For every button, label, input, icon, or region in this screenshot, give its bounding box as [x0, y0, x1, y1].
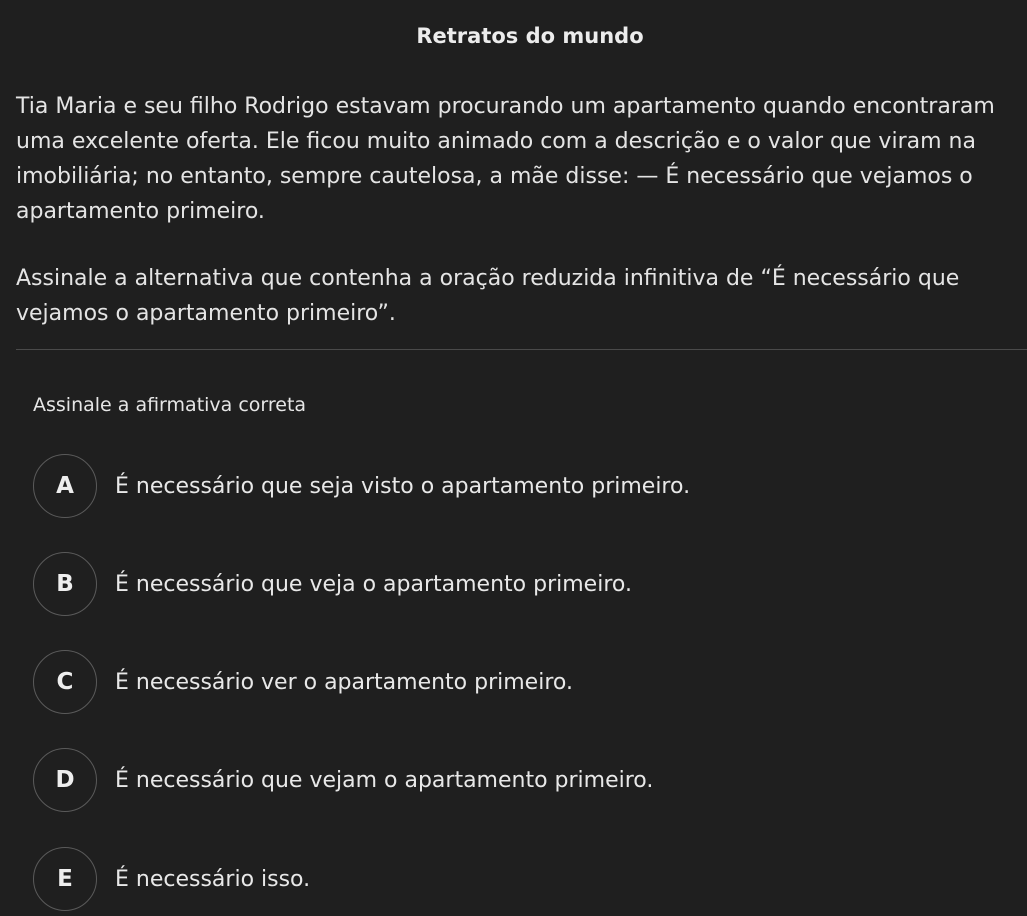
option-a[interactable] [33, 454, 690, 518]
passage-paragraph-2: Assinale a alternativa que contenha a oração reduzida infinitiva de “É necessário que vejamos o apartamento primeiro”. [16, 266, 960, 326]
question-title: Retratos do mundo [416, 24, 644, 48]
option-text[interactable]: É necessário isso. [115, 866, 311, 892]
option-text[interactable]: É necessário que seja visto o apartamento primeiro. [115, 473, 691, 499]
option-text[interactable]: É necessário ver o apartamento primeiro. [115, 669, 573, 695]
option-letter-badge[interactable]: A [33, 454, 97, 518]
option-d[interactable] [33, 748, 653, 812]
option-e[interactable] [33, 847, 310, 911]
passage-paragraph-1: Tia Maria e seu filho Rodrigo estavam procurando um apartamento quando encontraram uma excelente oferta. Ele ficou muito animado com a descrição e o valor que viram na imobiliária; no entanto, sempre cautelosa, a mãe disse: — É necessário que vejamos o apartamento primeiro. [16, 94, 995, 224]
instruction-text: Assinale a afirmativa correta [33, 394, 307, 416]
option-c[interactable] [33, 650, 573, 714]
option-letter-badge[interactable]: D [33, 748, 97, 812]
option-letter-badge[interactable]: E [33, 847, 97, 911]
option-letter-badge[interactable]: B [33, 552, 97, 616]
option-letter-badge[interactable]: C [33, 650, 97, 714]
option-b[interactable] [33, 552, 632, 616]
option-text[interactable]: É necessário que veja o apartamento primeiro. [115, 571, 632, 597]
option-text[interactable]: É necessário que vejam o apartamento primeiro. [115, 767, 654, 793]
divider [16, 349, 1027, 350]
